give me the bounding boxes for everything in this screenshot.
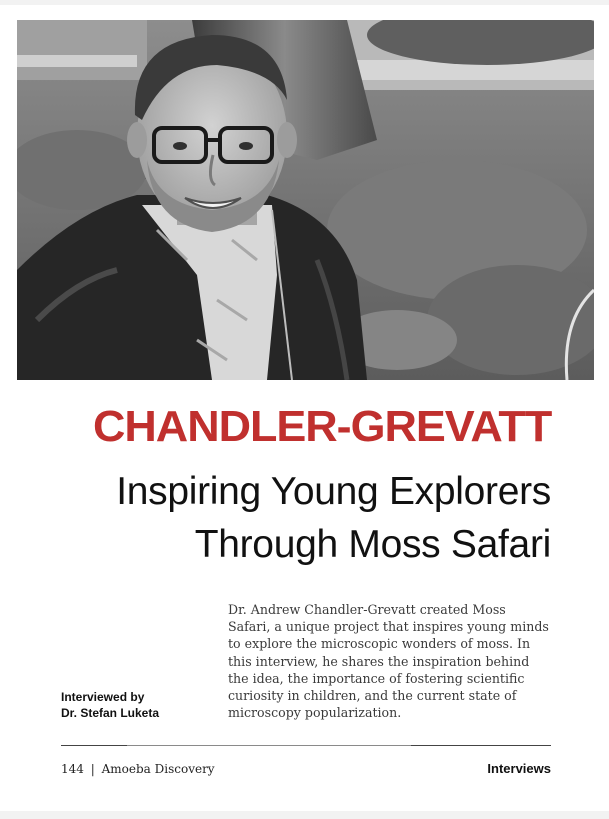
magazine-page — [0, 5, 609, 811]
divider-accent-left — [61, 745, 127, 746]
page-folio — [61, 762, 215, 776]
footer-divider — [61, 745, 551, 746]
page-number: 144 — [61, 762, 84, 776]
article-headline — [116, 465, 551, 571]
credit-line-2: Dr. Stefan Luketa — [61, 706, 160, 720]
divider-accent-right — [411, 745, 551, 746]
portrait-photo — [17, 20, 594, 380]
article-intro: Dr. Andrew Chandler-Grevatt created Moss Safari, a unique project that inspires young minds to explore the microscopic wonders of moss. In this interview, he shares the inspiration behind the idea, the importance of fostering scientific curiosity in children, and the current state of microscopy popularization. — [228, 602, 549, 721]
headline-line-1: Inspiring Young Explorers — [116, 470, 551, 513]
headline-line-2: Through Moss Safari — [194, 523, 551, 566]
publication-name: Amoeba Discovery — [101, 762, 215, 776]
interviewer-credit — [61, 689, 159, 721]
credit-line-1: Interviewed by — [61, 690, 145, 704]
section-name: Interviews — [487, 761, 551, 776]
article-surname-title: CHANDLER-GREVATT — [92, 402, 551, 451]
folio-separator: | — [90, 762, 95, 776]
